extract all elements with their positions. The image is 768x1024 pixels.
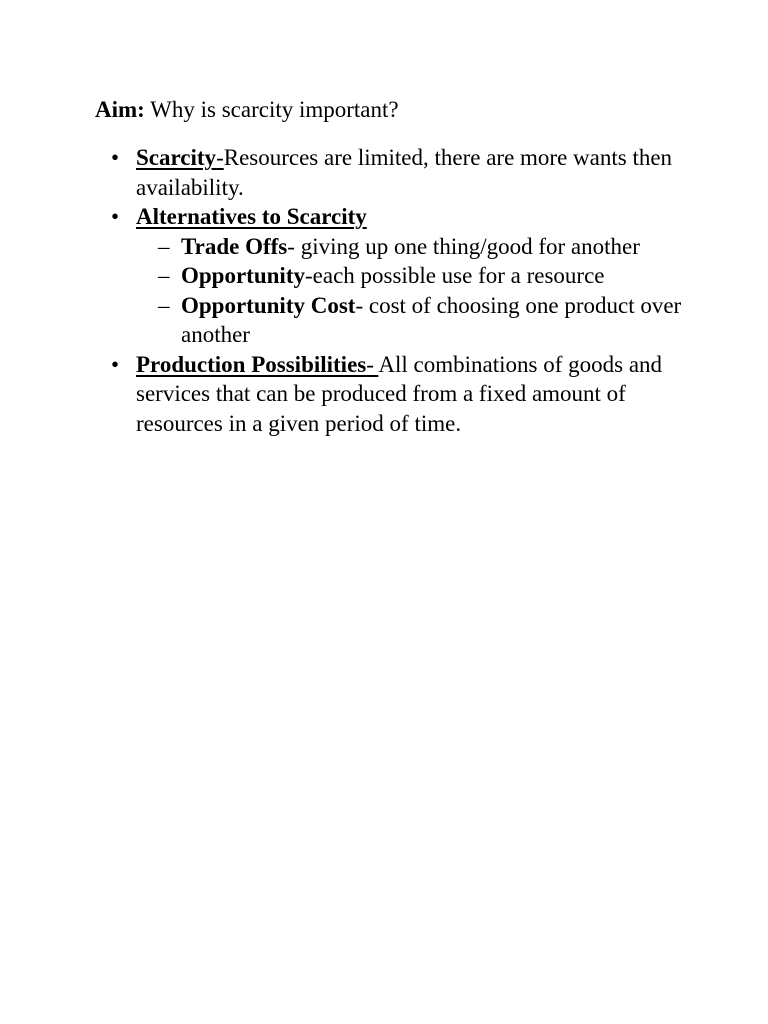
bullet-item-scarcity (0, 143, 696, 202)
dash-marker: – (158, 263, 170, 288)
dash-marker: – (158, 292, 170, 318)
term-production-possibilities: Production Possibilities (136, 351, 367, 377)
bullet-marker: • (111, 204, 120, 229)
definition-opportunity: each possible use for a resource (312, 263, 605, 288)
bullet-marker: • (111, 351, 120, 377)
term-separator: - (366, 351, 379, 377)
definition-scarcity: Resources are limited, there are more wants then availability. (136, 145, 673, 200)
term-trade-offs: Trade Offs (181, 233, 288, 259)
dash-marker: – (158, 233, 170, 259)
sub-item-opportunity (0, 261, 701, 291)
aim-line (95, 95, 399, 125)
definition-trade-offs: giving up one thing/good for another (294, 233, 640, 259)
aim-label: Aim: (95, 97, 145, 122)
term-separator: - (287, 233, 295, 259)
term-scarcity: Scarcity (136, 145, 217, 170)
bullet-item-alternatives (0, 202, 696, 232)
sub-item-trade-offs (0, 232, 701, 262)
term-separator: - (304, 263, 313, 288)
definition-opportunity-cost: cost of choosing one product over another (181, 292, 682, 347)
term-separator: - (216, 145, 224, 170)
bullet-list (0, 143, 768, 438)
bullet-marker: • (111, 145, 120, 170)
bullet-item-production-possibilities (0, 350, 696, 439)
sub-item-opportunity-cost (0, 291, 701, 350)
term-alternatives-to-scarcity: Alternatives to Scarcity (136, 204, 367, 229)
term-opportunity-cost: Opportunity Cost (181, 292, 356, 318)
aim-question: Why is scarcity important? (144, 97, 399, 122)
definition-production-possibilities: All combinations of goods and services that can be produced from a fixed amount of resources in a given period of time. (136, 351, 663, 436)
term-separator: - (355, 292, 364, 318)
term-opportunity: Opportunity (181, 263, 305, 288)
